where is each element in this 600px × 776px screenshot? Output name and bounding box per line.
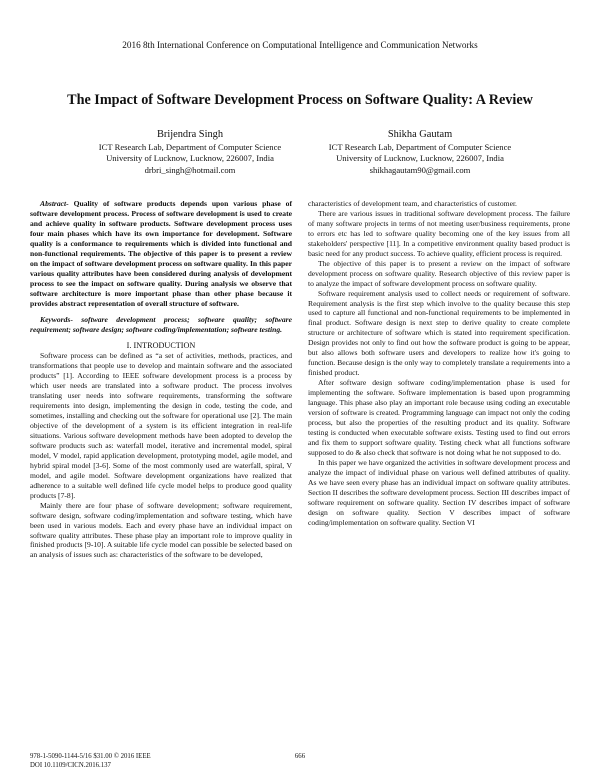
section-heading-introduction: I. INTRODUCTION: [126, 341, 196, 351]
author-email: drbri_singh@hotmail.com: [144, 164, 236, 175]
intro-paragraph: Software process can be defined as “a set of activities, methods, practices, and transformations that people use to develop and maintain software and the associated products” [1]. According to IEEE software development process is a process by which user needs are translated into a software product. The process involves translating user needs into software requirements, transforming the software requirements into design, implementing the design in code, testing the code, and sometimes, installing and checking out the software for operational use [2]. The main objective of the development of a system is its efficient integration in real-life situations. Various software development methods have been adopted to develop the software products such as: waterfall model, iterative and incremental model, spiral model, V model, rapid application development, prototyping model, agile model, and hybrid spiral model [3-6]. Some of the most commonly used are waterfall, spiral, V model, and agile model. Software development organizations have realized that adherence to a suitable well defined life cycle model helps to produce good quality products [7-8].: [30, 351, 292, 500]
abstract-label: Abstract-: [40, 199, 69, 208]
author-university: University of Lucknow, Lucknow, 226007, India: [336, 153, 504, 164]
author-block-1: [70, 128, 310, 176]
author-lab: ICT Research Lab, Department of Computer Science: [328, 142, 512, 152]
abstract: [30, 199, 292, 308]
body-paragraph: After software design software coding/implementation phase is used for implementing the software. Software implementation is based upon programming language. This phase also play an important role because using coding an executable version of software is created. Programming language can impact not only the coding process, but also the properties of the resulting product and its quality. Software testing is conducted when executable software exists. Testing used to find out errors and fix them to support software quality. Testing check what all functions software supposed to do & also check that software is not doing what he not supposed to do.: [308, 378, 570, 457]
conference-header: 2016 8th International Conference on Computational Intelligence and Communication Networks: [122, 40, 478, 50]
author-name: Brijendra Singh: [156, 129, 224, 140]
keywords: Keywords- software development process; software quality; software requirement; software design; software coding/implementation; software testing.: [30, 315, 292, 335]
abstract-text: Quality of software products depends upon various phase of software development process. Process of software development is used to create and achieve quality in software products. Software development process uses four main phases which have its own importance for development. Software quality is a conformance to requirements which is divided into functional and non-functional requirements. The objective of this paper is to present a review on the impact of software development process on software quality. In this paper various quality attributes have been considered during analysis of development process to see the impact on software quality. During analysis we observe that software architecture is more important phase than other phase because it provides abstract representation of overall structure of software.: [30, 199, 292, 308]
left-column: [30, 199, 292, 560]
author-lab: ICT Research Lab, Department of Computer Science: [98, 142, 282, 152]
body-paragraph: There are various issues in traditional software development process. The failure of many software projects in terms of not meeting user/business requirements, prone to errors etc has led to software quality becoming one of the key issues from all stakeholders' perspective [11]. In a competitive environment quality based product is basic need for any product success. To achieve quality, efficient process is required.: [308, 208, 570, 258]
author-email: shikhagautam90@gmail.com: [369, 164, 471, 175]
author-name: Shikha Gautam: [387, 129, 453, 140]
intro-paragraph: Mainly there are four phase of software development; software requirement, software design, software coding/implementation and software testing, which have been used in various models. Each and every phase have an individual impact on software quality attributes. These phase play an important role to improve quality in finished products [9-10]. A suitable life cycle model can possible be selected based on an analysis of issues such as: characteristics of the software to be developed,: [30, 500, 292, 560]
body-paragraph: Software requirement analysis used to collect needs or requirement of software. Requirement analysis is the first step which involve to the quality because this step used to capture all functional and non-functional requirements to be implemented in final product. Software design is next step to derive quality to create complete structure or architecture of software which is stated into requirement specification. Design provides not only to find out how the software product is going to be appear, but also allows both software users and developers to realize how it's going to function. Because design is the only way to completely translate a requirements into a finished product.: [308, 288, 570, 378]
body-paragraph: characteristics of development team, and characteristics of customer.: [308, 199, 517, 208]
right-column: [308, 199, 570, 527]
author-block-2: [300, 128, 540, 176]
footer-doi: DOI 10.1109/CICN.2016.137: [30, 761, 111, 769]
paper-title: The Impact of Software Development Process on Software Quality: A Review: [67, 92, 533, 108]
body-paragraph: The objective of this paper is to present a review on the impact of software development process on software quality. Research objective of this review paper is to analyze the impact of software development process on software quality.: [308, 258, 570, 288]
footer-isbn: 978-1-5090-1144-5/16 $31.00 © 2016 IEEE: [30, 753, 151, 760]
author-university: University of Lucknow, Lucknow, 226007, India: [106, 153, 274, 164]
body-paragraph: In this paper we have organized the activities in software development process and analyze the impact of individual phase on various well defined attributes of quality. As we have seen every phase has an individual impact on software quality attributes. Section II describes the software development process. Section III describes impact of software requirement on software quality. Section IV describes impact of software design on software quality. Section V describes impact of software coding/implementation on software quality. Section VI: [308, 457, 570, 527]
page-number: 666: [294, 753, 306, 760]
